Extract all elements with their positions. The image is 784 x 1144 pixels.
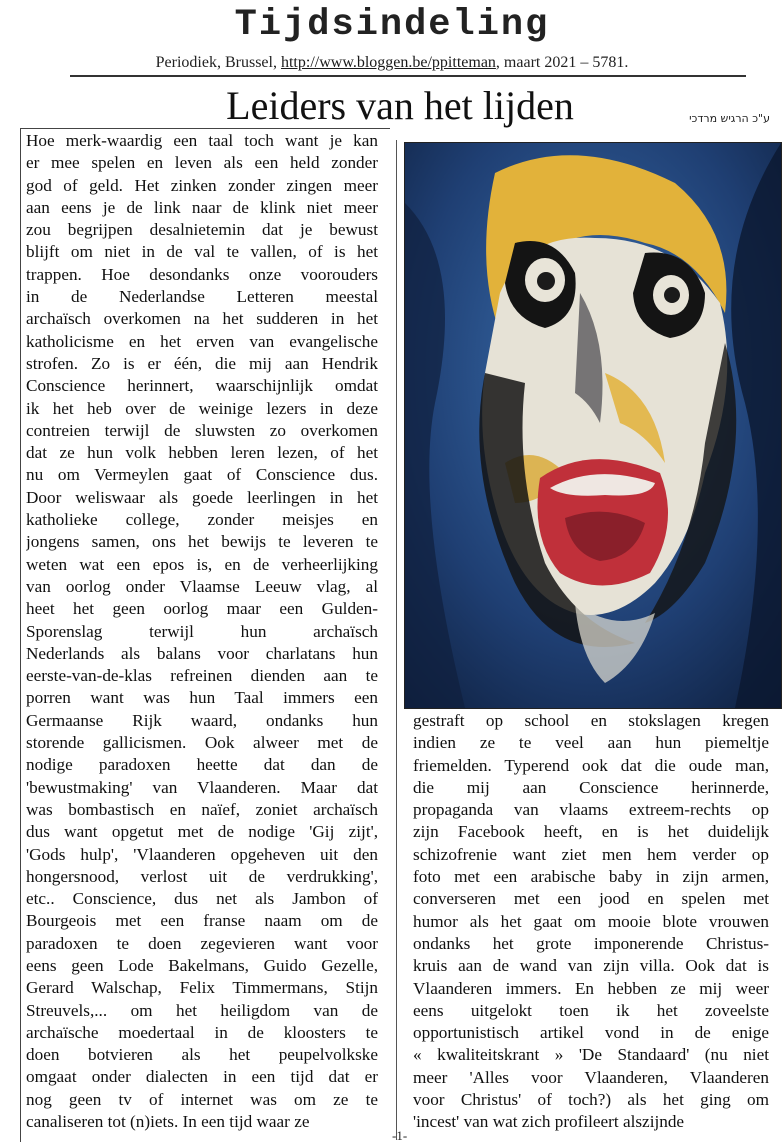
right-column-text — [413, 710, 769, 1134]
text-line: in de Nederlandse Letteren meestal — [26, 287, 378, 307]
text-line: jongens samen, ons het bewijs te leveren te — [26, 532, 378, 552]
text-line: contreien terwijl de sluwsten zo overkomen — [26, 420, 378, 440]
text-line: Vlaanderen immers. En hebben ze mij weer — [413, 978, 769, 998]
text-line: katholicisme en het erven van evangelische — [26, 331, 378, 351]
text-line: kruis aan de wand van zijn villa. Ook dat is — [413, 956, 769, 976]
text-line: etc.. Conscience, dus net als Jambon of — [26, 889, 378, 909]
face-painting-svg — [405, 143, 781, 708]
text-line: Conscience herinnert, waarschijnlijk omdat — [26, 376, 378, 396]
text-line: friemelden. Typerend ook dat die oude man, — [413, 755, 769, 775]
text-line: god of geld. Het zinken zonder zingen meer — [26, 175, 378, 195]
text-line: ik het heb over de weinige lezers in deze — [26, 398, 378, 418]
column-divider — [396, 140, 397, 1140]
text-line: converseren met een jood en spelen met — [413, 889, 769, 909]
masthead-title: Tijdsindeling — [234, 4, 550, 46]
text-line: Sporenslag terwijl hun archaïsch — [26, 621, 378, 641]
text-line: was bombastisch en naïef, zoniet archaïsch — [26, 799, 378, 819]
text-line: 'bewustmaking' van Vlaanderen. Maar dat — [26, 777, 378, 797]
masthead-date-text: , maart 2021 – 5781. — [495, 54, 629, 71]
text-line: 'incest' van wat zich profileert alszijnde — [413, 1112, 685, 1132]
text-line: Gerard Walschap, Felix Timmermans, Stijn — [26, 978, 378, 998]
text-line: blijft om niet in de val te vallen, of is het — [26, 242, 378, 262]
text-line: Nederlands als balans voor charlatans hun — [26, 643, 378, 663]
text-line: opportunistisch artikel vond in de enige — [413, 1023, 769, 1043]
text-line: Germaanse Rijk waard, ondanks hun — [26, 710, 378, 730]
text-line: aan eens je de link naar de klink niet meer — [26, 197, 378, 217]
text-line: propaganda van vlaams extreem-rechts op — [413, 800, 769, 820]
text-line: die mij aan Conscience herinnerde, — [413, 777, 769, 797]
text-line: « kwaliteitskrant » 'De Standaard' (nu niet — [413, 1045, 769, 1065]
blog-link[interactable]: http://www.bloggen.be/ppitteman — [280, 54, 496, 71]
text-line: er mee spelen en leven als een held zonder — [26, 153, 378, 173]
text-line: trappen. Hoe desondanks onze voorouders — [26, 264, 378, 284]
text-line: indien ze te veel aan hun piemeltje — [413, 733, 769, 753]
text-line: weten wat een epos is, en de verheerlijking — [26, 554, 378, 574]
text-line: foto met een arabische baby in zijn armen, — [413, 867, 769, 887]
text-line: porren want was hun Taal immers een — [26, 688, 378, 708]
frame-top-border — [20, 128, 390, 129]
text-line: zijn Facebook heeft, en is het duidelijk — [413, 822, 769, 842]
text-line: storende gallicismen. Ook alweer met de — [26, 733, 378, 753]
text-line: Streuvels,... om het heiligdom van de — [26, 1000, 378, 1020]
text-line: doen botvieren als het peupelvolkske — [26, 1045, 378, 1065]
text-line: eerste-van-de-klas refreinen dienden aan te — [26, 666, 378, 686]
text-line: ondanks het grote imponerende Christus- — [413, 933, 769, 953]
text-line: van oorlog onder Vlaamse Leeuw vlag, al — [26, 576, 378, 596]
text-line: eens geen Lode Bakelmans, Guido Gezelle, — [26, 955, 378, 975]
author-byline: ע"כ הרגיש מרדכי — [689, 112, 770, 125]
text-line: nog geen tv of internet was om ze te — [26, 1089, 378, 1109]
text-line: Bourgeois met een franse naam om de — [26, 911, 378, 931]
text-line: paradoxen te doen zegevieren want voor — [26, 933, 378, 953]
text-line: heet het geen oorlog maar een Gulden- — [26, 599, 378, 619]
text-line: nodige paradoxen heette dat dan de — [26, 755, 378, 775]
frame-left-border — [20, 128, 21, 1142]
text-line: strofen. Zo is er één, die mij aan Hendrik — [26, 353, 378, 373]
text-line: dus want opgetut met de nodige 'Gij zijt', — [26, 822, 378, 842]
text-line: voor Christus' of toch?) als het ging om — [413, 1090, 769, 1110]
text-line: schizofrenie want ziet men hem verder op — [413, 844, 769, 864]
masthead-subtitle — [0, 52, 784, 74]
text-line: meer 'Alles voor Vlaanderen, Vlaanderen — [413, 1067, 769, 1087]
article-headline: Leiders van het lijden — [226, 83, 574, 128]
text-line: hongersnood, verlost uit de verdrukking', — [26, 866, 378, 886]
painting-pupil — [537, 272, 555, 290]
text-line: omgaat onder dialecten in een tijd dat er — [26, 1067, 378, 1087]
text-line: eens uitgelokt toen ik het zoveelste — [413, 1000, 769, 1020]
left-column-text — [26, 130, 378, 1133]
text-line: 'Gods hulp', 'Vlaanderen opgeheven uit den — [26, 844, 378, 864]
left-column — [26, 130, 378, 1142]
text-line: Hoe merk-waardig een taal toch want je kan — [26, 131, 378, 150]
painting-pupil — [664, 287, 680, 303]
text-line: zou begrijpen desalnietemin dat je bewust — [26, 220, 378, 240]
right-column — [413, 710, 769, 1140]
text-line: archaïsch overkomen na het sudderen in het — [26, 309, 378, 329]
text-line: canaliseren tot (n)iets. In een tijd waar ze — [26, 1112, 310, 1132]
text-line: Door weliswaar als goede leerlingen in het — [26, 487, 378, 507]
page-number: -1- — [392, 1128, 408, 1143]
text-line: dat ze hun volk hebben leren lezen, of het — [26, 443, 378, 463]
text-line: humor als het gaat om mooie blote vrouwen — [413, 911, 769, 931]
painting-image — [404, 142, 782, 709]
text-line: katholieke college, zonder meisjes en — [26, 510, 378, 530]
text-line: gestraft op school en stokslagen kregen — [413, 711, 769, 730]
text-line: nu om Vermeylen gaat of Conscience dus. — [26, 465, 378, 485]
masthead-rule — [70, 75, 746, 77]
text-line: archaïsche moedertaal in de kloosters te — [26, 1022, 378, 1042]
masthead-location-text: Periodiek, Brussel, — [155, 54, 281, 71]
